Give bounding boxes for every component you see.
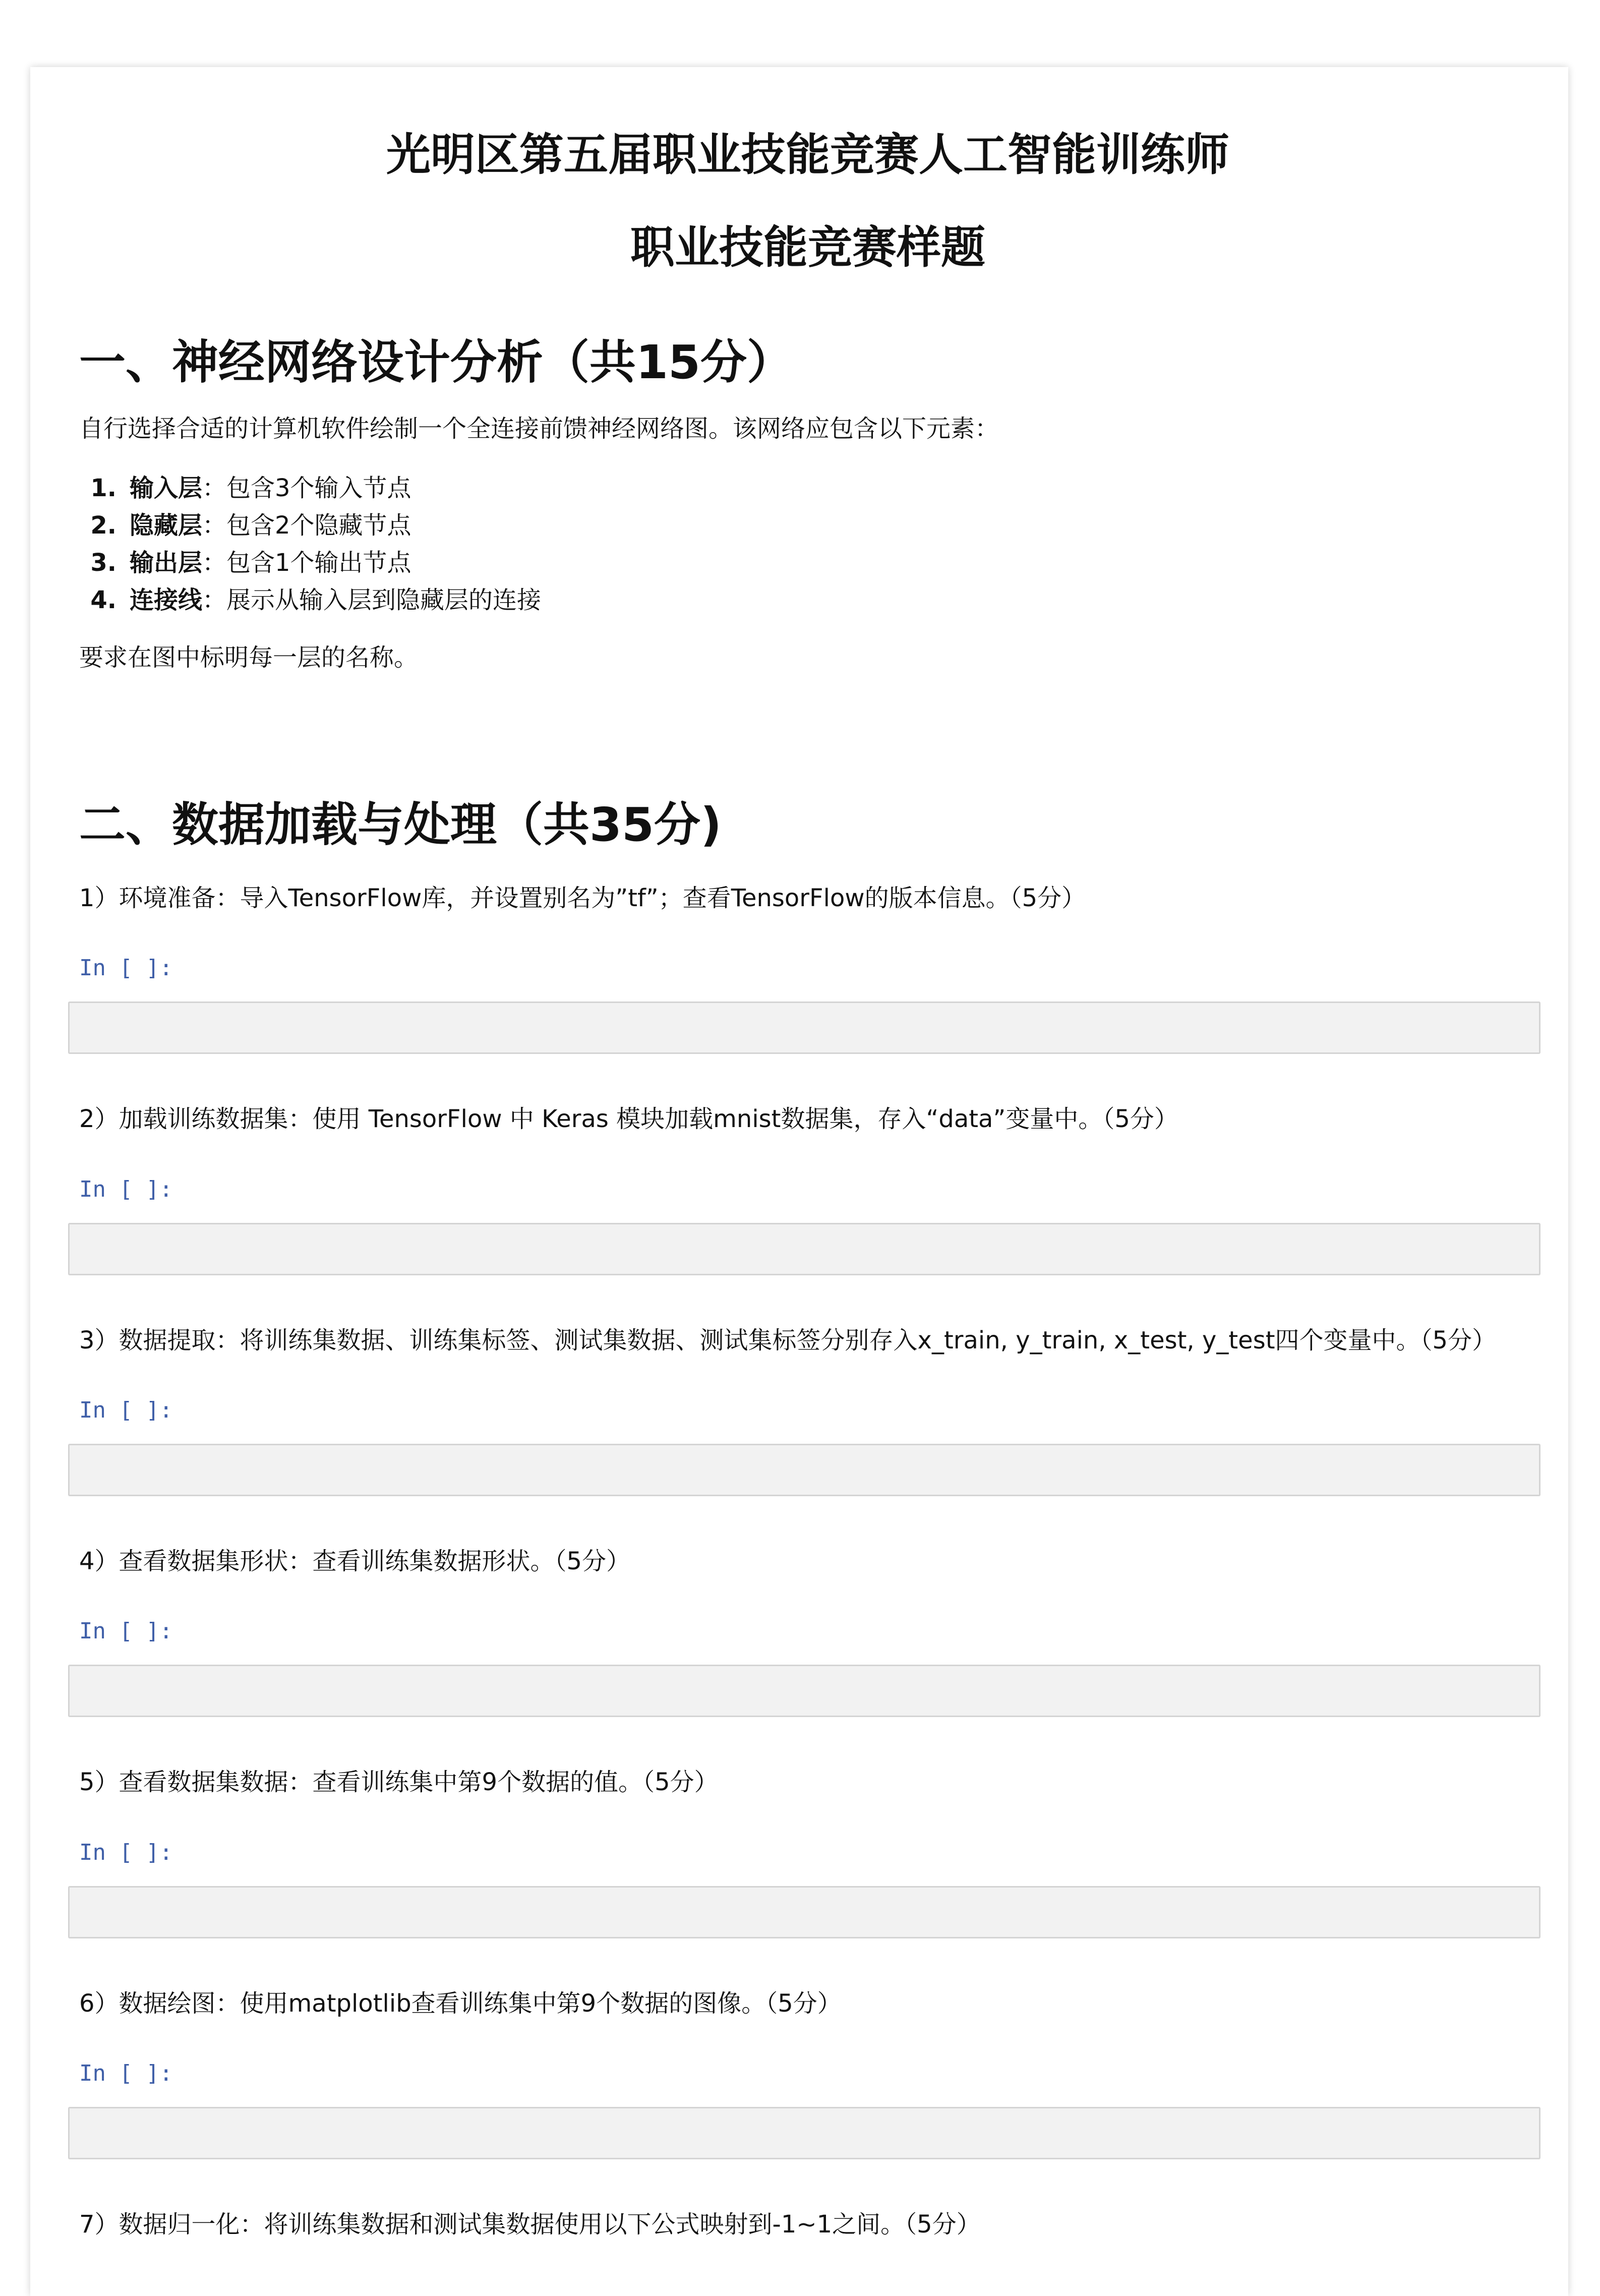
code-cell-input[interactable]	[68, 1444, 1540, 1496]
section1-note: 要求在图中标明每一层的名称。	[79, 643, 419, 672]
requirements-list	[79, 469, 1536, 619]
code-cell-input[interactable]	[68, 1886, 1540, 1938]
question-block	[79, 1322, 1536, 1496]
list-item-desc: ：包含3个输入节点	[202, 474, 411, 503]
section1-heading: 一、神经网络设计分析（共15分）	[79, 335, 794, 389]
list-item	[79, 469, 1536, 507]
question-text: 3）数据提取：将训练集数据、训练集标签、测试集数据、测试集标签分别存入x_train, y_train, x_test, y_test四个变量中。（5分）	[79, 1326, 1497, 1355]
document-title: 光明区第五届职业技能竞赛人工智能训练师	[386, 129, 1229, 181]
list-item	[79, 581, 1536, 619]
list-item-desc: ：包含1个输出节点	[202, 549, 411, 577]
list-item	[79, 507, 1536, 544]
section2-heading: 二、数据加载与处理（共35分)	[79, 797, 722, 852]
document-subtitle: 职业技能竞赛样题	[630, 221, 985, 273]
list-item-number: 2.	[90, 511, 116, 540]
list-item-number: 1.	[90, 474, 116, 503]
question-block	[79, 1543, 1536, 1717]
list-item	[79, 544, 1536, 581]
question-text: 4）查看数据集形状：查看训练集数据形状。（5分）	[79, 1547, 631, 1575]
cell-prompt: In [ ]:	[79, 1176, 173, 1202]
question-text: 2）加载训练数据集：使用 TensorFlow 中 Keras 模块加载mnist数据集，存入“data”变量中。（5分）	[79, 1105, 1178, 1134]
list-item-term: 输出层	[130, 549, 203, 577]
cell-prompt: In [ ]:	[79, 955, 173, 981]
code-cell-input[interactable]	[68, 1002, 1540, 1054]
question-block	[79, 2206, 1536, 2243]
cell-prompt: In [ ]:	[79, 1839, 173, 1865]
list-item-term: 隐藏层	[130, 511, 203, 540]
code-cell-input[interactable]	[68, 1223, 1540, 1275]
code-cell-input[interactable]	[68, 2107, 1540, 2159]
document-page	[30, 67, 1568, 2296]
list-item-term: 输入层	[130, 474, 203, 503]
question-text: 7）数据归一化：将训练集数据和测试集数据使用以下公式映射到-1~1之间。（5分）	[79, 2210, 981, 2239]
list-item-number: 3.	[90, 549, 116, 577]
question-block	[79, 1763, 1536, 1938]
code-cell-input[interactable]	[68, 1665, 1540, 1717]
question-block	[79, 879, 1536, 1054]
list-item-term: 连接线	[130, 586, 203, 615]
question-text: 5）查看数据集数据：查看训练集中第9个数据的值。（5分）	[79, 1768, 719, 1797]
cell-prompt: In [ ]:	[79, 1618, 173, 1644]
question-block	[79, 1100, 1536, 1275]
list-item-desc: ：展示从输入层到隐藏层的连接	[202, 586, 542, 615]
document-content	[79, 129, 1536, 2244]
cell-prompt: In [ ]:	[79, 1397, 173, 1423]
list-item-number: 4.	[90, 586, 116, 615]
question-text: 1）环境准备：导入TensorFlow库，并设置别名为”tf”；查看TensorFlow的版本信息。（5分）	[79, 884, 1086, 912]
cell-prompt: In [ ]:	[79, 2060, 173, 2087]
question-text: 6）数据绘图：使用matplotlib查看训练集中第9个数据的图像。（5分）	[79, 1989, 842, 2018]
list-item-desc: ：包含2个隐藏节点	[202, 511, 411, 540]
section1-intro: 自行选择合适的计算机软件绘制一个全连接前馈神经网络图。该网络应包含以下元素：	[79, 415, 999, 443]
question-block	[79, 1985, 1536, 2159]
